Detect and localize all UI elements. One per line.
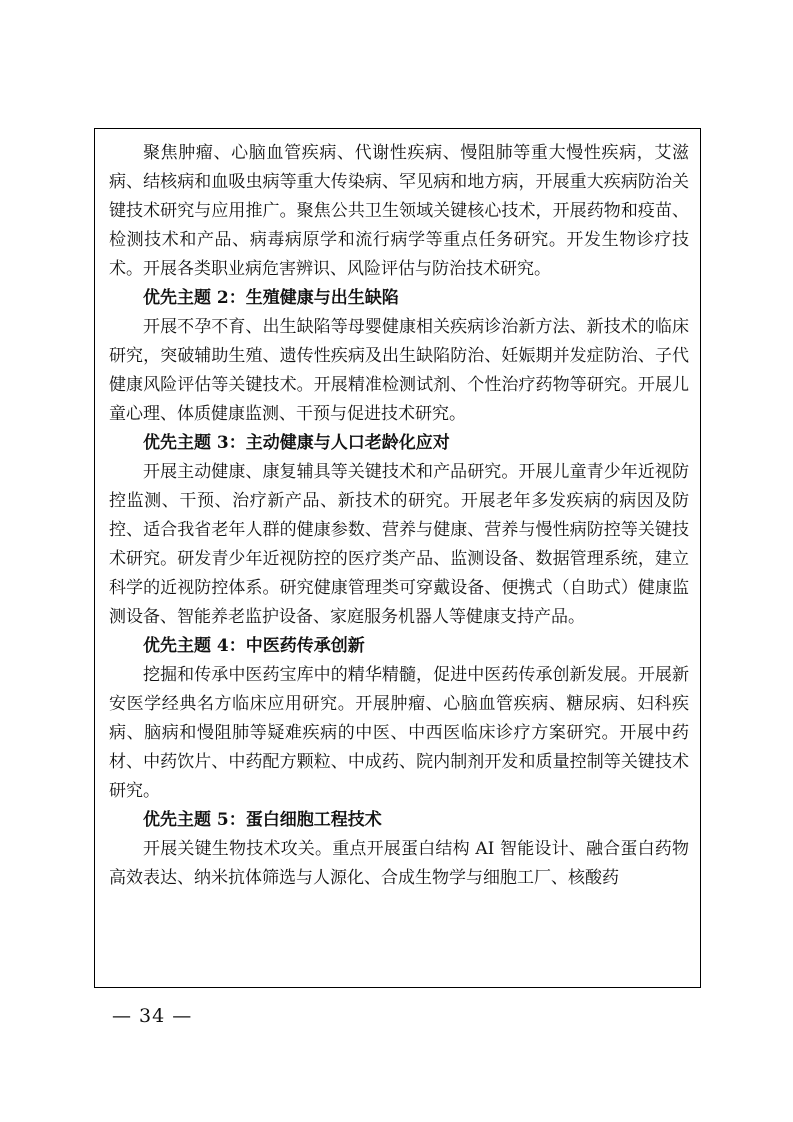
- heading-topic-4: 优先主题 4：中医药传承创新: [143, 636, 365, 656]
- paragraph-reproductive-health: 开展不孕不育、出生缺陷等母婴健康相关疾病诊治新方法、新技术的临床研究，突破辅助生殖、遗传性疾病及出生缺陷防治、妊娠期并发症防治、子代健康风险评估等关键技术。开展精准检测试剂、个性治疗药物等研究。开展儿童心理、体质健康监测、干预与促进技术研究。: [109, 317, 689, 424]
- heading-topic-3: 优先主题 3：主动健康与人口老龄化应对: [143, 433, 450, 453]
- paragraph-protein-cell: 开展关键生物技术攻关。重点开展蛋白结构 AI 智能设计、融合蛋白药物高效表达、纳米抗体筛选与人源化、合成生物学与细胞工厂、核酸药: [109, 839, 689, 888]
- paragraph-major-diseases: 聚焦肿瘤、心脑血管疾病、代谢性疾病、慢阻肺等重大慢性疾病，艾滋病、结核病和血吸虫病等重大传染病、罕见病和地方病，开展重大疾病防治关键技术研究与应用推广。聚焦公共卫生领域关键核心技术，开展药物和疫苗、检测技术和产品、病毒病原学和流行病学等重点任务研究。开发生物诊疗技术。开展各类职业病危害辨识、风险评估与防治技术研究。: [109, 143, 689, 279]
- page-number: — 34 —: [112, 1005, 193, 1027]
- heading-topic-2: 优先主题 2：生殖健康与出生缺陷: [143, 288, 399, 308]
- document-body: [109, 139, 689, 893]
- heading-topic-5: 优先主题 5：蛋白细胞工程技术: [143, 810, 382, 830]
- paragraph-tcm: 挖掘和传承中医药宝库中的精华精髓，促进中医药传承创新发展。开展新安医学经典名方临床应用研究。开展肿瘤、心脑血管疾病、糖尿病、妇科疾病、脑病和慢阻肺等疑难疾病的中医、中西医临床诊疗方案研究。开展中药材、中药饮片、中药配方颗粒、中成药、院内制剂开发和质量控制等关键技术研究。: [109, 665, 689, 801]
- paragraph-active-health: 开展主动健康、康复辅具等关键技术和产品研究。开展儿童青少年近视防控监测、干预、治疗新产品、新技术的研究。开展老年多发疾病的病因及防控、适合我省老年人群的健康参数、营养与健康、营养与慢性病防控等关键技术研究。研发青少年近视防控的医疗类产品、监测设备、数据管理系统，建立科学的近视防控体系。研究健康管理类可穿戴设备、便携式（自助式）健康监测设备、智能养老监护设备、家庭服务机器人等健康支持产品。: [109, 462, 689, 627]
- text-frame: [94, 128, 701, 988]
